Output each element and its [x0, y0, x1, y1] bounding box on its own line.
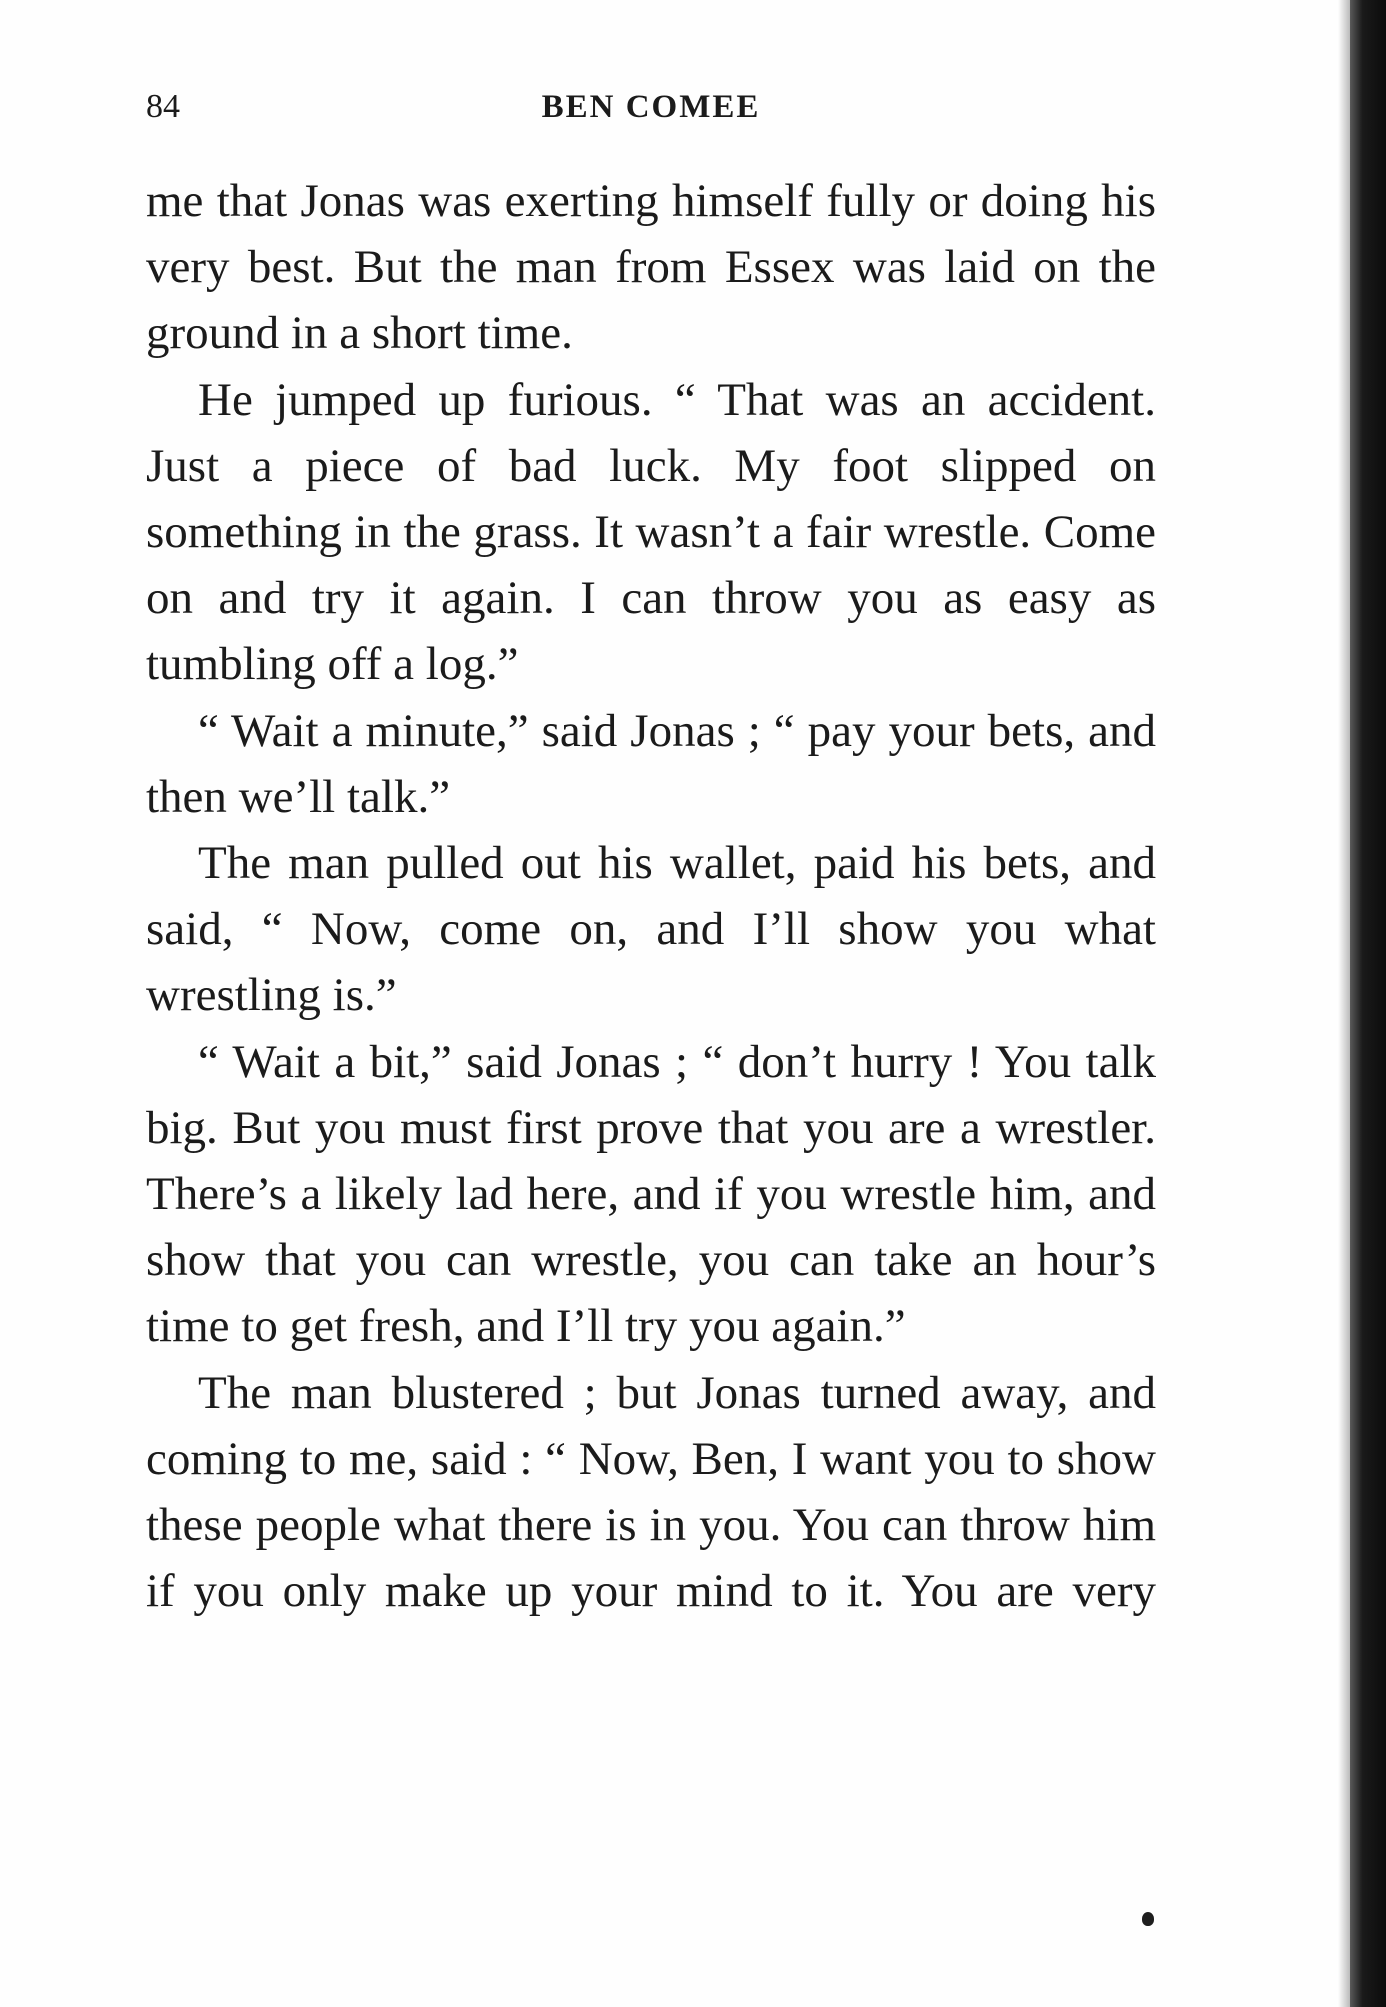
binding-shadow [1338, 0, 1350, 2007]
body-text [146, 168, 1156, 1624]
ink-speck [1142, 1912, 1154, 1926]
page-number: 84 [146, 88, 180, 125]
paragraph: “ Wait a minute,” said Jonas ; “ pay your bets, and then we’ll talk.” [146, 704, 1156, 823]
running-head [146, 82, 1156, 132]
paragraph: The man blustered ; but Jonas turned away, and coming to me, said : “ Now, Ben, I want you to show these people what there is in you. You can throw him if you only make up your mind to it. You are very [146, 1366, 1156, 1618]
paragraph: me that Jonas was exerting himself fully or doing his very best. But the man from Essex was laid on the ground in a short time. [146, 175, 1156, 360]
paragraph: He jumped up furious. “ That was an accident. Just a piece of bad luck. My foot slipped on something in the grass. It wasn’t a fair wrestle. Come on and try it again. I can throw you as easy as tumbling off a log.” [146, 373, 1156, 691]
paragraph: “ Wait a bit,” said Jonas ; “ don’t hurry ! You talk big. But you must first prove that you are a wrestler. There’s a likely lad here, and if you wrestle him, and show that you can wrestle, you can take an hour’s time to get fresh, and I’ll try you again.” [146, 1035, 1156, 1353]
running-title: BEN COMEE [541, 89, 761, 125]
binding-edge [1350, 0, 1386, 2007]
paragraph: The man pulled out his wallet, paid his bets, and said, “ Now, come on, and I’ll show you what wrestling is.” [146, 837, 1156, 1022]
